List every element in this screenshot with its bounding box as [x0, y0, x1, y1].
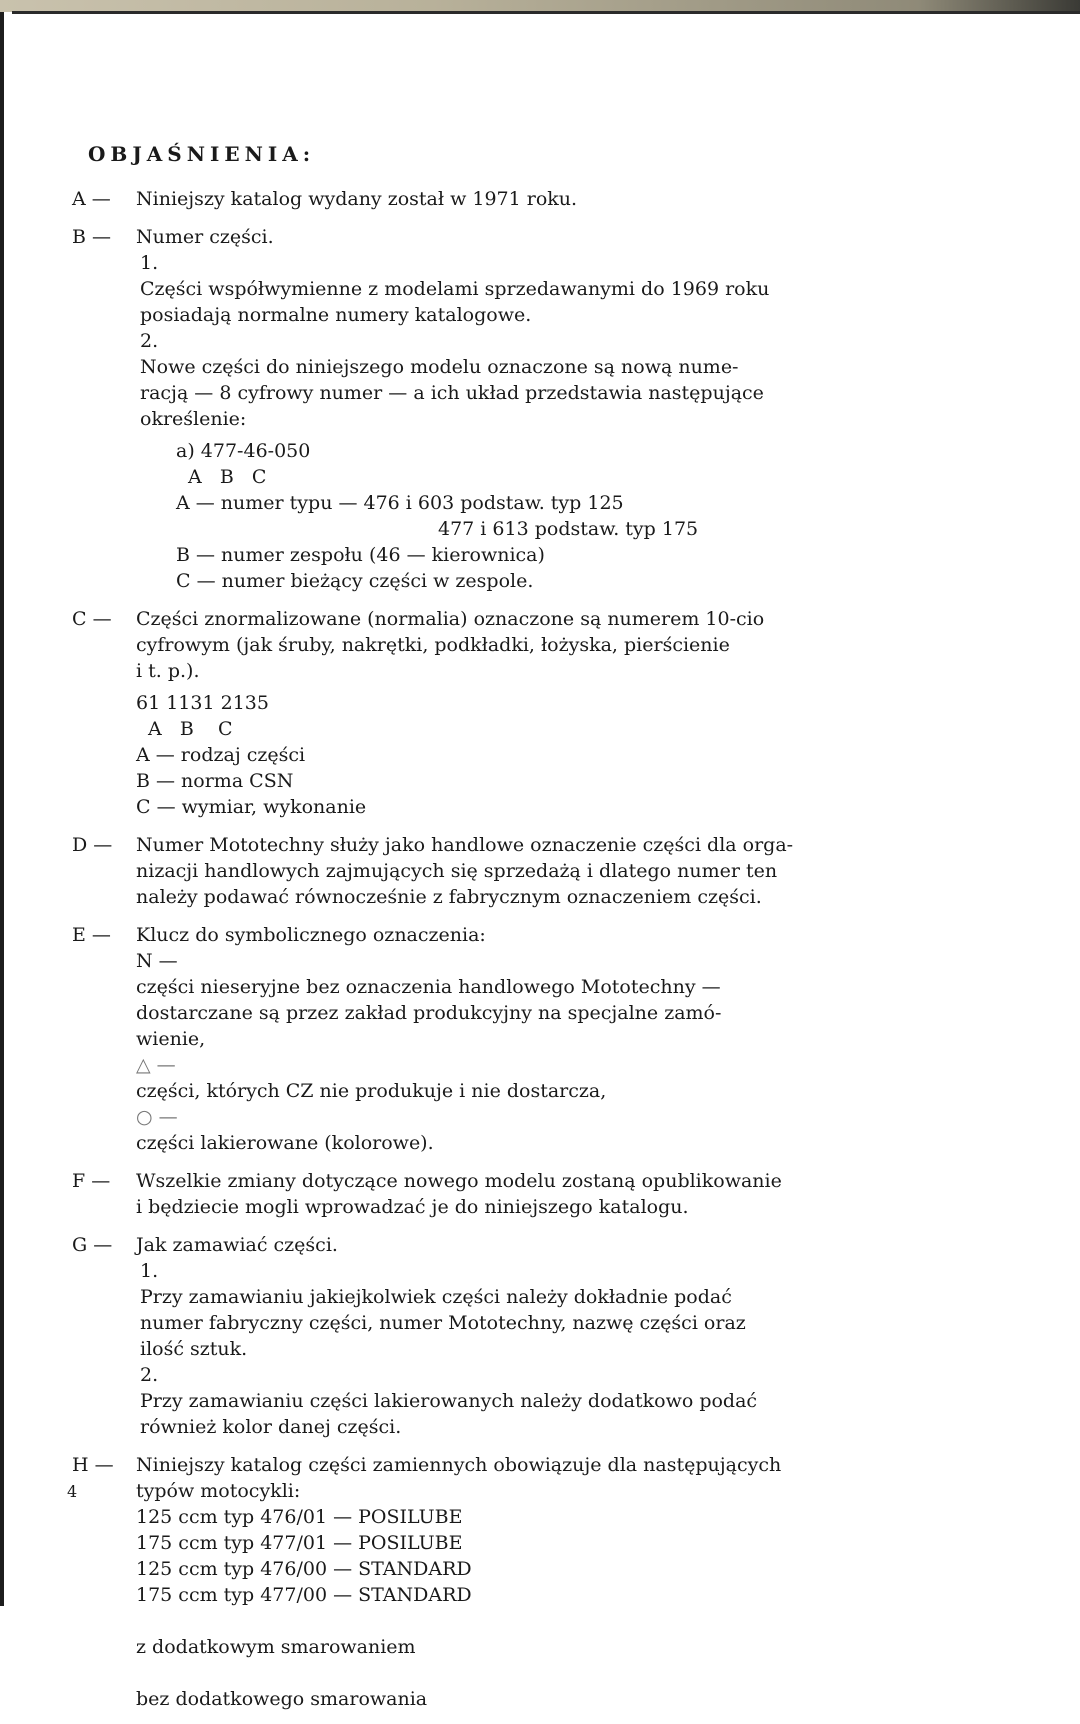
- section-e-letter: E —: [72, 924, 111, 946]
- key-circle-line1: części lakierowane (kolorowe).: [136, 1132, 434, 1154]
- section-f: [72, 1168, 992, 1220]
- section-b-item2-line3: określenie:: [140, 408, 247, 430]
- key-n-line1: części nieseryjne bez oznaczenia handlowego Mototechny —: [136, 976, 721, 998]
- key-n: [136, 948, 992, 1052]
- example-c: [136, 690, 992, 820]
- section-g-text: Jak zamawiać części.: [136, 1234, 338, 1256]
- example-c-legend-a: A — rodzaj części: [136, 744, 306, 766]
- section-c-letter: C —: [72, 608, 112, 630]
- section-b-letter: B —: [72, 226, 112, 248]
- key-n-line3: wienie,: [136, 1028, 206, 1050]
- section-d: [72, 832, 992, 910]
- key-circle: [136, 1104, 992, 1156]
- section-b-item2: [140, 328, 992, 432]
- section-g-item1-line1: Przy zamawianiu jakiejkolwiek części należy dokładnie podać: [140, 1286, 732, 1308]
- triangle-icon: △ —: [136, 1054, 176, 1076]
- section-d-line1: Numer Mototechny służy jako handlowe oznaczenie części dla orga-: [136, 834, 794, 856]
- model-row-3: 125 ccm typ 476/00 — STANDARD: [136, 1558, 472, 1580]
- section-b-item2-num: 2.: [140, 330, 159, 352]
- section-b-item1: [140, 250, 992, 328]
- example-c-legend-c: C — wymiar, wykonanie: [136, 796, 367, 818]
- key-triangle-line1: części, których CZ nie produkuje i nie dostarcza,: [136, 1080, 607, 1102]
- section-f-letter: F —: [72, 1170, 111, 1192]
- key-triangle: [136, 1052, 992, 1104]
- example-a-legend-b: B — numer zespołu (46 — kierownica): [176, 544, 545, 566]
- model-row-1: 125 ccm typ 476/01 — POSILUBE: [136, 1506, 463, 1528]
- example-a-legend-a2: 477 i 613 podstaw. typ 175: [438, 518, 699, 540]
- circle-icon: ○ —: [136, 1106, 178, 1128]
- section-g-item1: [140, 1258, 992, 1362]
- section-h: [72, 1452, 992, 1712]
- scan-top-border: [12, 11, 1080, 14]
- example-c-keys: A B C: [148, 718, 233, 740]
- model-row-4: 175 ccm typ 477/00 — STANDARD: [136, 1584, 472, 1606]
- section-a: [72, 186, 992, 212]
- section-g-letter: G —: [72, 1234, 113, 1256]
- example-a-number: 477-46-050: [200, 440, 311, 462]
- section-c-line2: cyfrowym (jak śruby, nakrętki, podkładki, łożyska, pierścienie: [136, 634, 730, 656]
- section-b-text: Numer części.: [136, 226, 274, 248]
- section-c: [72, 606, 992, 820]
- example-a-prefix: a): [176, 440, 195, 462]
- document-page: [72, 140, 992, 1724]
- model-row-2: 175 ccm typ 477/01 — POSILUBE: [136, 1532, 463, 1554]
- section-a-text: Niniejszy katalog wydany został w 1971 roku.: [136, 188, 578, 210]
- note-posilube: z dodatkowym smarowaniem: [136, 1636, 416, 1658]
- section-g-item1-line2: numer fabryczny części, numer Mototechny, nazwę części oraz: [140, 1312, 746, 1334]
- section-g-item2-line2: również kolor danej części.: [140, 1416, 402, 1438]
- page-heading: OBJAŚNIENIA:: [88, 142, 316, 166]
- section-b-item1-line1: Części współwymienne z modelami sprzedawanymi do 1969 roku: [140, 278, 770, 300]
- section-h-line1: Niniejszy katalog części zamiennych obowiązuje dla następujących: [136, 1454, 782, 1476]
- section-g-item2-num: 2.: [140, 1364, 159, 1386]
- note-standard: bez dodatkowego smarowania: [136, 1688, 428, 1710]
- section-e: [72, 922, 992, 1156]
- section-g-item2: [140, 1362, 992, 1440]
- section-a-letter: A —: [72, 188, 111, 210]
- section-g: [72, 1232, 992, 1440]
- section-b-item1-num: 1.: [140, 252, 159, 274]
- section-g-item1-line3: ilość sztuk.: [140, 1338, 248, 1360]
- section-b-item2-line2: racją — 8 cyfrowy numer — a ich układ przedstawia następujące: [140, 382, 764, 404]
- section-g-item2-line1: Przy zamawianiu części lakierowanych należy dodatkowo podać: [140, 1390, 758, 1412]
- example-a: [176, 438, 992, 594]
- section-d-line2: nizacji handlowych zajmujących się sprzedażą i dlatego numer ten: [136, 860, 778, 882]
- section-b-item1-line2: posiadają normalne numery katalogowe.: [140, 304, 532, 326]
- section-f-line2: i będziecie mogli wprowadzać je do niniejszego katalogu.: [136, 1196, 689, 1218]
- section-d-letter: D —: [72, 834, 113, 856]
- scan-left-border: [0, 12, 4, 1606]
- example-a-keys: A B C: [188, 466, 267, 488]
- example-c-number: 61 1131 2135: [136, 692, 269, 714]
- example-a-legend-a: A — numer typu — 476 i 603 podstaw. typ 125: [176, 492, 624, 514]
- key-n-symbol: N —: [136, 950, 178, 972]
- model-table: [136, 1504, 992, 1712]
- section-b: [72, 224, 992, 594]
- section-h-line2: typów motocykli:: [136, 1480, 301, 1502]
- section-d-line3: należy podawać równocześnie z fabrycznym oznaczeniem części.: [136, 886, 762, 908]
- section-e-text: Klucz do symbolicznego oznaczenia:: [136, 924, 486, 946]
- section-c-line3: i t. p.).: [136, 660, 200, 682]
- section-h-letter: H —: [72, 1454, 114, 1476]
- section-g-item1-num: 1.: [140, 1260, 159, 1282]
- page-number: 4: [67, 1482, 78, 1501]
- key-n-line2: dostarczane są przez zakład produkcyjny na specjalne zamó-: [136, 1002, 722, 1024]
- section-b-item2-line1: Nowe części do niniejszego modelu oznaczone są nową nume-: [140, 356, 739, 378]
- example-a-legend-c: C — numer bieżący części w zespole.: [176, 570, 534, 592]
- section-c-line1: Części znormalizowane (normalia) oznaczone są numerem 10-cio: [136, 608, 765, 630]
- example-c-legend-b: B — norma CSN: [136, 770, 294, 792]
- section-f-line1: Wszelkie zmiany dotyczące nowego modelu zostaną opublikowanie: [136, 1170, 782, 1192]
